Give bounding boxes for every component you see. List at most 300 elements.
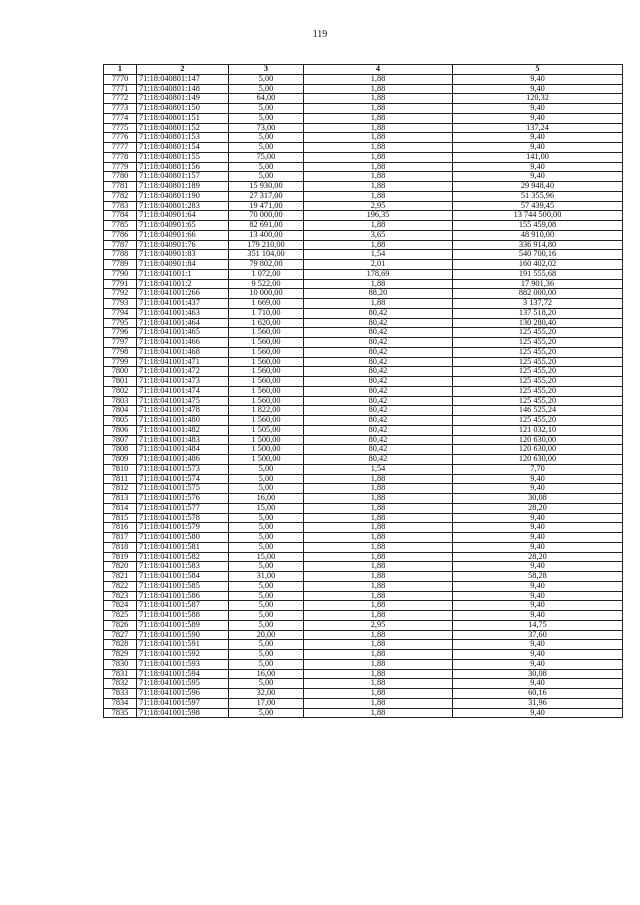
table-row [104,94,623,104]
area-cell: 75,00 [229,152,304,162]
rate-cell: 80,42 [304,455,453,465]
rate-cell: 1,88 [304,611,453,621]
row-number-cell: 7806 [104,425,137,435]
table-row [104,162,623,172]
table-row [104,269,623,279]
table-row [104,533,623,543]
cadastral-number-cell: 71:18:040801:152 [137,123,229,133]
rate-cell: 80,42 [304,318,453,328]
area-cell: 5,00 [229,591,304,601]
area-cell: 5,00 [229,611,304,621]
row-number-cell: 7834 [104,698,137,708]
rate-cell: 1,88 [304,240,453,250]
area-cell: 70 000,00 [229,211,304,221]
rate-cell: 1,88 [304,143,453,153]
rate-cell: 1,88 [304,523,453,533]
rate-cell: 80,42 [304,406,453,416]
row-number-cell: 7799 [104,357,137,367]
cadastral-number-cell: 71:18:041001:437 [137,299,229,309]
area-cell: 16,00 [229,669,304,679]
cadastral-number-cell: 71:18:041001:482 [137,425,229,435]
table-row [104,650,623,660]
area-cell: 1 669,00 [229,299,304,309]
cadastral-number-cell: 71:18:040801:190 [137,191,229,201]
row-number-cell: 7779 [104,162,137,172]
table-row [104,562,623,572]
area-cell: 79 802,00 [229,260,304,270]
rate-cell: 1,54 [304,250,453,260]
area-cell: 1 710,00 [229,308,304,318]
table-header-row [104,65,623,75]
table-row [104,84,623,94]
table-row [104,201,623,211]
rate-cell: 1,88 [304,542,453,552]
cadastral-number-cell: 71:18:041001:472 [137,367,229,377]
row-number-cell: 7771 [104,84,137,94]
row-number-cell: 7826 [104,620,137,630]
area-cell: 5,00 [229,84,304,94]
value-cell: 120 630,00 [453,445,623,455]
rate-cell: 1,88 [304,533,453,543]
table-row [104,338,623,348]
value-cell: 30,08 [453,494,623,504]
value-cell: 9,40 [453,484,623,494]
table-row [104,445,623,455]
value-cell: 28,20 [453,552,623,562]
row-number-cell: 7777 [104,143,137,153]
rate-cell: 88,20 [304,289,453,299]
row-number-cell: 7832 [104,679,137,689]
cadastral-number-cell: 71:18:040801:148 [137,84,229,94]
row-number-cell: 7778 [104,152,137,162]
area-cell: 1 505,00 [229,425,304,435]
rate-cell: 1,88 [304,123,453,133]
table-row [104,425,623,435]
page-number: 119 [312,29,328,40]
area-cell: 5,00 [229,581,304,591]
cadastral-number-cell: 71:18:041001:464 [137,318,229,328]
area-cell: 17,00 [229,698,304,708]
cadastral-number-cell: 71:18:041001:266 [137,289,229,299]
cadastral-number-cell: 71:18:041001:577 [137,503,229,513]
value-cell: 120 630,00 [453,435,623,445]
table-row [104,318,623,328]
area-cell: 31,00 [229,572,304,582]
table-row [104,416,623,426]
value-cell: 7,70 [453,464,623,474]
cadastral-number-cell: 71:18:041001:593 [137,659,229,669]
table-row [104,328,623,338]
area-cell: 351 104,00 [229,250,304,260]
area-cell: 82 691,00 [229,221,304,231]
rate-cell: 1,88 [304,152,453,162]
column-header-2: 2 [137,65,229,75]
value-cell: 125 455,20 [453,377,623,387]
area-cell: 5,00 [229,523,304,533]
cadastral-number-cell: 71:18:041001:463 [137,308,229,318]
row-number-cell: 7811 [104,474,137,484]
cadastral-number-cell: 71:18:041001:478 [137,406,229,416]
rate-cell: 1,88 [304,669,453,679]
row-number-cell: 7776 [104,133,137,143]
value-cell: 51 355,96 [453,191,623,201]
cadastral-number-cell: 71:18:040901:84 [137,260,229,270]
row-number-cell: 7835 [104,708,137,718]
table-row [104,708,623,718]
area-cell: 16,00 [229,494,304,504]
row-number-cell: 7827 [104,630,137,640]
value-cell: 30,08 [453,669,623,679]
table-row [104,689,623,699]
table-row [104,630,623,640]
rate-cell: 196,35 [304,211,453,221]
column-header-1: 1 [104,65,137,75]
value-cell: 14,75 [453,620,623,630]
area-cell: 1 620,00 [229,318,304,328]
row-number-cell: 7796 [104,328,137,338]
table-row [104,279,623,289]
row-number-cell: 7802 [104,386,137,396]
row-number-cell: 7820 [104,562,137,572]
area-cell: 1 560,00 [229,416,304,426]
table-row [104,221,623,231]
area-cell: 5,00 [229,104,304,114]
table-row [104,591,623,601]
table-row [104,113,623,123]
row-number-cell: 7784 [104,211,137,221]
table-row [104,191,623,201]
cadastral-number-cell: 71:18:041001:580 [137,533,229,543]
area-cell: 1 072,00 [229,269,304,279]
value-cell: 9,40 [453,708,623,718]
table-row [104,123,623,133]
area-cell: 5,00 [229,464,304,474]
table-row [104,133,623,143]
row-number-cell: 7822 [104,581,137,591]
rate-cell: 3,65 [304,230,453,240]
cadastral-number-cell: 71:18:040801:153 [137,133,229,143]
area-cell: 9 522,00 [229,279,304,289]
row-number-cell: 7790 [104,269,137,279]
rate-cell: 80,42 [304,357,453,367]
cadastral-number-cell: 71:18:040801:283 [137,201,229,211]
row-number-cell: 7783 [104,201,137,211]
table-row [104,152,623,162]
table-row [104,240,623,250]
rate-cell: 1,88 [304,698,453,708]
value-cell: 125 455,20 [453,338,623,348]
table-row [104,484,623,494]
value-cell: 17 901,36 [453,279,623,289]
area-cell: 1 560,00 [229,377,304,387]
rate-cell: 1,88 [304,503,453,513]
value-cell: 9,40 [453,143,623,153]
area-cell: 5,00 [229,542,304,552]
cadastral-number-cell: 71:18:040801:147 [137,74,229,84]
row-number-cell: 7793 [104,299,137,309]
row-number-cell: 7782 [104,191,137,201]
area-cell: 13 400,00 [229,230,304,240]
row-number-cell: 7772 [104,94,137,104]
row-number-cell: 7801 [104,377,137,387]
area-cell: 5,00 [229,143,304,153]
value-cell: 9,40 [453,74,623,84]
value-cell: 9,40 [453,113,623,123]
area-cell: 19 471,00 [229,201,304,211]
rate-cell: 1,88 [304,133,453,143]
area-cell: 5,00 [229,513,304,523]
rate-cell: 1,88 [304,172,453,182]
value-cell: 60,16 [453,689,623,699]
area-cell: 73,00 [229,123,304,133]
table-row [104,74,623,84]
value-cell: 9,40 [453,133,623,143]
value-cell: 37,60 [453,630,623,640]
rate-cell: 1,88 [304,708,453,718]
area-cell: 5,00 [229,162,304,172]
value-cell: 9,40 [453,104,623,114]
row-number-cell: 7788 [104,250,137,260]
area-cell: 5,00 [229,562,304,572]
rate-cell: 1,88 [304,484,453,494]
table-row [104,572,623,582]
cadastral-number-cell: 71:18:041001:475 [137,396,229,406]
table-row [104,308,623,318]
cadastral-number-cell: 71:18:040801:157 [137,172,229,182]
table-row [104,406,623,416]
value-cell: 9,40 [453,562,623,572]
value-cell: 125 455,20 [453,328,623,338]
row-number-cell: 7813 [104,494,137,504]
cadastral-number-cell: 71:18:041001:471 [137,357,229,367]
area-cell: 5,00 [229,601,304,611]
rate-cell: 1,88 [304,659,453,669]
cadastral-number-cell: 71:18:041001:583 [137,562,229,572]
value-cell: 9,40 [453,542,623,552]
value-cell: 125 455,20 [453,357,623,367]
rate-cell: 1,88 [304,162,453,172]
row-number-cell: 7803 [104,396,137,406]
row-number-cell: 7789 [104,260,137,270]
row-number-cell: 7794 [104,308,137,318]
value-cell: 137 518,20 [453,308,623,318]
area-cell: 32,00 [229,689,304,699]
table-row [104,542,623,552]
rate-cell: 1,88 [304,299,453,309]
row-number-cell: 7797 [104,338,137,348]
cadastral-number-cell: 71:18:041001:1 [137,269,229,279]
value-cell: 31,96 [453,698,623,708]
rate-cell: 1,88 [304,113,453,123]
rate-cell: 1,88 [304,191,453,201]
row-number-cell: 7817 [104,533,137,543]
cadastral-number-cell: 71:18:041001:574 [137,474,229,484]
area-cell: 5,00 [229,640,304,650]
rate-cell: 80,42 [304,396,453,406]
column-header-5: 5 [453,65,623,75]
row-number-cell: 7814 [104,503,137,513]
value-cell: 9,40 [453,591,623,601]
cadastral-number-cell: 71:18:041001:581 [137,542,229,552]
cadastral-number-cell: 71:18:041001:573 [137,464,229,474]
value-cell: 9,40 [453,659,623,669]
cadastral-number-cell: 71:18:041001:589 [137,620,229,630]
cadastral-number-cell: 71:18:041001:474 [137,386,229,396]
table-row [104,494,623,504]
table-row [104,669,623,679]
value-cell: 160 402,02 [453,260,623,270]
row-number-cell: 7781 [104,182,137,192]
rate-cell: 1,88 [304,474,453,484]
value-cell: 121 032,10 [453,425,623,435]
rate-cell: 1,88 [304,279,453,289]
row-number-cell: 7785 [104,221,137,231]
cadastral-number-cell: 71:18:041001:468 [137,347,229,357]
value-cell: 9,40 [453,513,623,523]
row-number-cell: 7792 [104,289,137,299]
value-cell: 125 455,20 [453,367,623,377]
cadastral-number-cell: 71:18:041001:2 [137,279,229,289]
cadastral-number-cell: 71:18:041001:575 [137,484,229,494]
rate-cell: 1,88 [304,591,453,601]
row-number-cell: 7770 [104,74,137,84]
table-row [104,104,623,114]
row-number-cell: 7824 [104,601,137,611]
cadastral-number-cell: 71:18:041001:483 [137,435,229,445]
value-cell: 125 455,20 [453,347,623,357]
rate-cell: 1,88 [304,572,453,582]
rate-cell: 1,88 [304,650,453,660]
cadastral-number-cell: 71:18:041001:584 [137,572,229,582]
row-number-cell: 7775 [104,123,137,133]
cadastral-number-cell: 71:18:041001:592 [137,650,229,660]
value-cell: 125 455,20 [453,416,623,426]
cadastral-number-cell: 71:18:040801:150 [137,104,229,114]
value-cell: 9,40 [453,474,623,484]
value-cell: 120,32 [453,94,623,104]
table-row [104,698,623,708]
area-cell: 10 000,00 [229,289,304,299]
rate-cell: 80,42 [304,367,453,377]
rate-cell: 1,88 [304,581,453,591]
value-cell: 336 914,80 [453,240,623,250]
table-row [104,601,623,611]
value-cell: 9,40 [453,601,623,611]
cadastral-number-cell: 71:18:040901:65 [137,221,229,231]
row-number-cell: 7831 [104,669,137,679]
value-cell: 29 948,40 [453,182,623,192]
value-cell: 137,24 [453,123,623,133]
row-number-cell: 7833 [104,689,137,699]
row-number-cell: 7808 [104,445,137,455]
rate-cell: 1,88 [304,74,453,84]
rate-cell: 1,88 [304,630,453,640]
row-number-cell: 7805 [104,416,137,426]
rate-cell: 1,54 [304,464,453,474]
row-number-cell: 7825 [104,611,137,621]
rate-cell: 1,88 [304,182,453,192]
cadastral-number-cell: 71:18:041001:465 [137,328,229,338]
column-header-3: 3 [229,65,304,75]
cadastral-number-cell: 71:18:040801:155 [137,152,229,162]
value-cell: 125 455,20 [453,396,623,406]
table-row [104,357,623,367]
cadastral-number-cell: 71:18:041001:597 [137,698,229,708]
cadastral-number-cell: 71:18:041001:486 [137,455,229,465]
row-number-cell: 7804 [104,406,137,416]
row-number-cell: 7818 [104,542,137,552]
table-row [104,260,623,270]
cadastral-number-cell: 71:18:041001:582 [137,552,229,562]
column-header-4: 4 [304,65,453,75]
row-number-cell: 7800 [104,367,137,377]
table-row [104,620,623,630]
rate-cell: 1,88 [304,562,453,572]
row-number-cell: 7807 [104,435,137,445]
cadastral-number-cell: 71:18:041001:579 [137,523,229,533]
value-cell: 13 744 500,00 [453,211,623,221]
rate-cell: 80,42 [304,328,453,338]
row-number-cell: 7812 [104,484,137,494]
table-body [104,74,623,718]
value-cell: 9,40 [453,162,623,172]
rate-cell: 1,88 [304,689,453,699]
value-cell: 9,40 [453,650,623,660]
rate-cell: 80,42 [304,425,453,435]
value-cell: 9,40 [453,84,623,94]
data-table [103,64,623,718]
area-cell: 5,00 [229,650,304,660]
cadastral-number-cell: 71:18:041001:578 [137,513,229,523]
area-cell: 1 500,00 [229,435,304,445]
value-cell: 540 700,16 [453,250,623,260]
value-cell: 191 555,68 [453,269,623,279]
rate-cell: 1,88 [304,94,453,104]
area-cell: 5,00 [229,484,304,494]
value-cell: 58,28 [453,572,623,582]
cadastral-number-cell: 71:18:041001:587 [137,601,229,611]
cadastral-number-cell: 71:18:041001:595 [137,679,229,689]
value-cell: 9,40 [453,640,623,650]
row-number-cell: 7815 [104,513,137,523]
value-cell: 130 280,40 [453,318,623,328]
cadastral-number-cell: 71:18:041001:480 [137,416,229,426]
area-cell: 5,00 [229,133,304,143]
cadastral-number-cell: 71:18:040901:66 [137,230,229,240]
rate-cell: 80,42 [304,435,453,445]
rate-cell: 1,88 [304,601,453,611]
table-row [104,172,623,182]
area-cell: 20,00 [229,630,304,640]
value-cell: 9,40 [453,611,623,621]
value-cell: 146 525,24 [453,406,623,416]
table-row [104,503,623,513]
area-cell: 5,00 [229,172,304,182]
cadastral-number-cell: 71:18:040801:149 [137,94,229,104]
area-cell: 1 560,00 [229,347,304,357]
area-cell: 1 500,00 [229,445,304,455]
rate-cell: 1,88 [304,552,453,562]
rate-cell: 2,95 [304,201,453,211]
table-row [104,299,623,309]
area-cell: 27 317,00 [229,191,304,201]
table-row [104,679,623,689]
cadastral-number-cell: 71:18:040901:83 [137,250,229,260]
table-row [104,474,623,484]
cadastral-number-cell: 71:18:041001:484 [137,445,229,455]
cadastral-number-cell: 71:18:041001:473 [137,377,229,387]
cadastral-number-cell: 71:18:040801:156 [137,162,229,172]
